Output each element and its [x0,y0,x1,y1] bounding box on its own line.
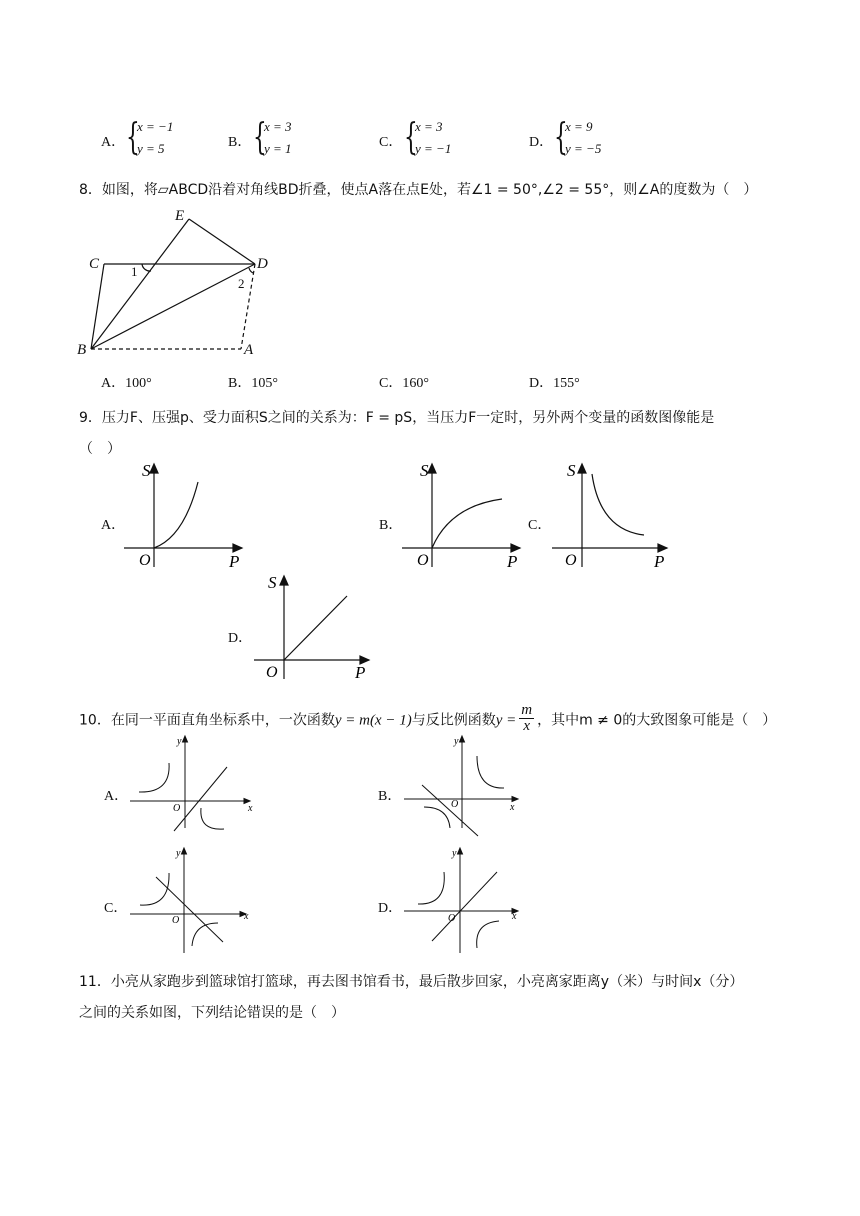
q10-d-hyperbola-lower [477,921,499,948]
q9-text: 9．压力F、压强p、受力面积S之间的关系为：F = pS，当压力F一定时，另外两个变量的函数图像能是 [79,410,715,426]
q10-frac-den: x [523,718,530,734]
q10-a-hyperbola-lower [201,808,224,829]
q8-segment-cb [91,264,104,349]
q9-c-origin: O [565,552,577,569]
q9-a-origin: O [139,552,151,569]
q10-fraction [519,703,534,734]
q7-option-b-x: x = 3 [264,119,292,134]
q10-d-line [432,872,497,941]
q7-option-c-y: y = −1 [415,141,452,156]
q8-label-angle-1: 1 [131,264,138,279]
q10-d-hyperbola-upper [418,872,444,904]
q8-figure [75,205,275,358]
q8-label-d: D [257,256,268,272]
q9-b-axis-p: P [507,552,518,571]
q10-option-d-label: D． [378,901,403,916]
q10-c-hyperbola-upper [140,873,169,905]
q8-segment-be [91,219,189,349]
q8-label-b: B [77,342,87,358]
q10-eq-y: y = [495,712,517,729]
q7-option-d-label: D． [529,135,554,150]
q7-option-c-x: x = 3 [415,119,443,134]
q10-graph-d [402,845,532,955]
q10-text [79,702,777,736]
q10-b-line [422,785,478,836]
q7-option-a-system [137,116,173,160]
q8-option-a: A．100° [101,376,152,391]
q8-text: 8．如图，将▱ABCD沿着对角线BD折叠，使点A落在点E处，若∠1 = 50°,∠2 = 55°，则∠A的度数为（ ） [79,182,758,198]
q9-line-d [284,596,347,660]
q9-paren: （ ） [79,441,121,457]
q7-option-c-system [415,116,451,160]
q9-curve-b [432,499,502,548]
q9-curve-a [154,482,198,548]
q10-frac-num: m [521,702,533,718]
q10-text-mid: 与反比例函数 [411,712,496,729]
q10-d-axis-y: y [452,848,457,859]
q7-option-b-label: B． [228,135,252,150]
q7-option-d-system [565,116,601,160]
q7-option-d-brace: { [554,117,568,158]
q10-a-axis-x: x [248,803,253,814]
q8-option-c: C．160° [379,376,429,391]
q8-angle-2-arc [249,268,253,273]
q7-option-d-y: y = −5 [565,141,602,156]
q9-d-origin: O [266,664,278,681]
q7-option-d-x: x = 9 [565,119,593,134]
q9-d-axis-p: P [355,663,366,682]
q7-option-c-brace: { [404,117,418,158]
q11-text-line1: 11．小亮从家跑步到篮球馆打篮球，再去图书馆看书，最后散步回家，小亮离家距离y（米）与时间x（分） [79,974,744,990]
q10-eq-linear: y = m(x − 1) [334,712,412,729]
q7-option-b-system [264,116,292,160]
q10-text-before: 10．在同一平面直角坐标系中，一次函数 [79,712,335,729]
q8-option-d: D．155° [529,376,580,391]
q7-option-a-brace: { [126,117,140,158]
q10-c-line [156,877,223,942]
q9-b-axis-s: S [420,461,429,480]
q10-d-axis-x: x [512,911,517,922]
q10-b-hyperbola-upper [477,756,504,788]
q10-b-axis-y: y [454,736,459,747]
q10-b-axis-x: x [510,802,515,813]
q9-graph-d [252,574,382,684]
q10-c-axis-y: y [176,848,181,859]
q11-text-line2: 之间的关系如图，下列结论错误的是（ ） [79,1005,345,1021]
q9-option-a-label: A． [101,518,126,533]
q9-c-axis-p: P [654,552,665,571]
q8-segment-ed [189,219,255,264]
q10-option-c-label: C． [104,901,128,916]
q8-label-angle-2: 2 [238,276,245,291]
q9-option-b-label: B． [379,518,403,533]
q7-option-a-x: x = −1 [137,119,174,134]
q10-c-origin: O [172,915,180,926]
q8-label-a: A [244,342,254,358]
q9-a-axis-s: S [142,461,151,480]
q9-graph-a [122,462,252,572]
q10-c-axis-x: x [244,911,249,922]
q10-a-axis-y: y [177,736,182,747]
q10-a-hyperbola-upper [139,763,169,792]
q9-graph-c [550,462,680,572]
q8-segment-bd [91,264,255,349]
q10-option-b-label: B． [378,789,402,804]
q10-d-origin: O [448,913,456,924]
q9-curve-c [592,474,644,535]
q10-b-hyperbola-lower [424,807,450,828]
q10-text-after: ，其中m ≠ 0的大致图象可能是（ ） [537,712,777,729]
q8-label-e: E [175,208,185,224]
q7-option-a-y: y = 5 [137,141,165,156]
q9-option-c-label: C． [528,518,552,533]
q10-graph-b [402,733,532,833]
q10-c-hyperbola-lower [192,923,218,946]
q10-graph-a [128,733,258,833]
q9-option-d-label: D． [228,631,253,646]
q7-option-b-y: y = 1 [264,141,292,156]
q9-c-axis-s: S [567,461,576,480]
q7-option-a-label: A． [101,135,126,150]
q10-option-a-label: A． [104,789,129,804]
q7-option-b-brace: { [253,117,267,158]
q10-a-line [174,767,227,831]
q10-a-origin: O [173,803,181,814]
q9-graph-b [400,462,530,572]
q9-b-origin: O [417,552,429,569]
q9-d-axis-s: S [268,573,277,592]
q8-label-c: C [89,256,100,272]
q8-angle-1-arc [142,264,151,271]
q8-option-b: B．105° [228,376,278,391]
q7-option-c-label: C． [379,135,403,150]
q10-graph-c [128,845,258,955]
q10-b-origin: O [451,799,459,810]
q9-a-axis-p: P [229,552,240,571]
